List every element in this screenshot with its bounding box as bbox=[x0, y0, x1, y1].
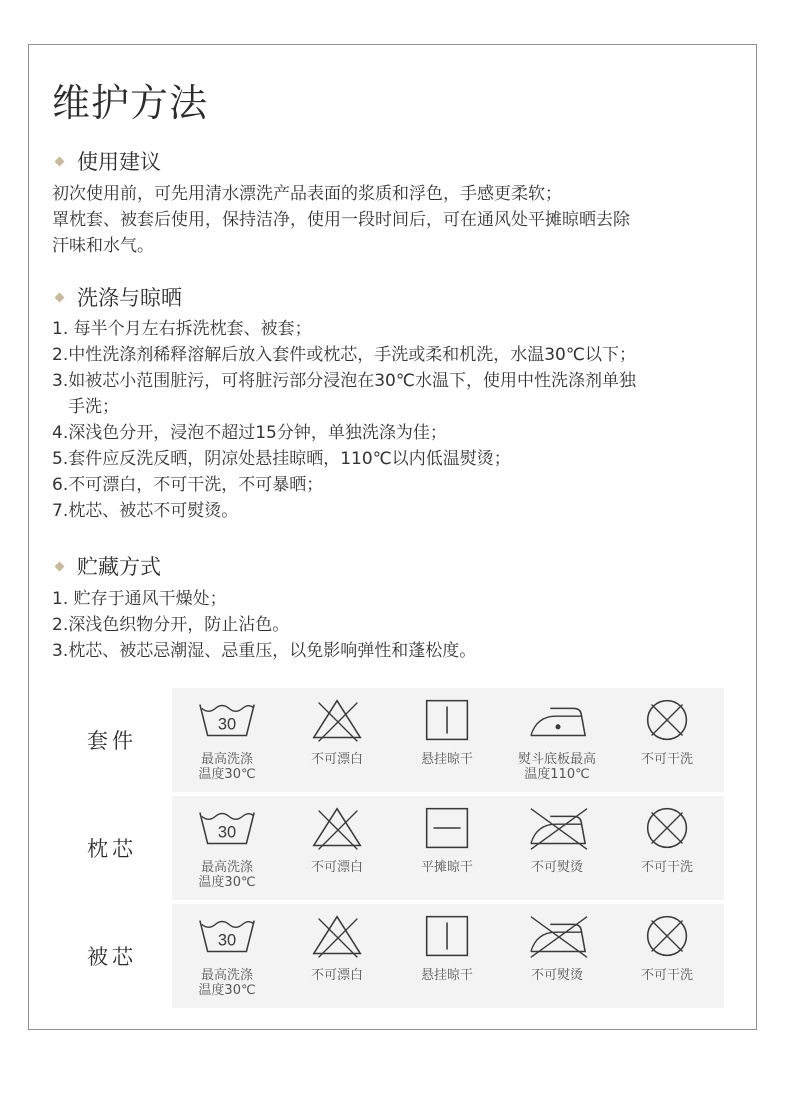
care-symbol-caption bbox=[502, 860, 612, 875]
caption-line: 熨斗底板最高 bbox=[517, 752, 596, 767]
caption-line: 温度30℃ bbox=[198, 875, 256, 890]
no-dry-clean-icon bbox=[637, 912, 699, 962]
section-heading-label: 贮藏方式 bbox=[77, 555, 161, 579]
no-dry-clean-icon bbox=[637, 696, 699, 746]
care-symbol-caption bbox=[282, 752, 392, 767]
diamond-bullet-icon bbox=[55, 156, 65, 166]
care-row bbox=[52, 688, 724, 792]
care-symbol-cell bbox=[282, 796, 392, 900]
caption-line: 不可漂白 bbox=[310, 752, 363, 767]
caption-line: 不可熨烫 bbox=[530, 860, 583, 875]
no-bleach-icon bbox=[307, 696, 369, 746]
text-line: 3.枕芯、被芯忌潮湿、忌重压，以免影响弹性和蓬松度。 bbox=[52, 641, 477, 661]
text-line: 罩枕套、被套后使用，保持洁净，使用一段时间后，可在通风处平摊晾晒去除 bbox=[52, 210, 630, 230]
text-line: 3.如被芯小范围脏污，可将脏污部分浸泡在30℃水温下，使用中性洗涤剂单独 bbox=[52, 371, 636, 391]
wash-30-icon bbox=[197, 912, 259, 962]
text-line: 初次使用前，可先用清水漂洗产品表面的浆质和浮色，手感更柔软； bbox=[52, 184, 562, 204]
caption-line: 温度110℃ bbox=[524, 767, 590, 782]
care-symbol-cell bbox=[502, 904, 612, 1008]
text-line: 7.枕芯、被芯不可熨烫。 bbox=[52, 501, 239, 521]
caption-line: 最高洗涤 bbox=[200, 860, 253, 875]
section-body-storage bbox=[52, 586, 742, 664]
no-iron-icon bbox=[527, 912, 589, 962]
care-symbol-cell bbox=[172, 796, 282, 900]
no-bleach-icon bbox=[307, 804, 369, 854]
care-symbol-cell bbox=[392, 904, 502, 1008]
wash-temp-text: 30 bbox=[217, 715, 237, 734]
text-line: 6.不可漂白，不可干洗，不可暴晒； bbox=[52, 475, 324, 495]
diamond-bullet-icon bbox=[55, 561, 65, 571]
caption-line: 不可熨烫 bbox=[530, 968, 583, 983]
caption-line: 不可漂白 bbox=[310, 968, 363, 983]
care-symbol-cell bbox=[172, 904, 282, 1008]
caption-line: 悬挂晾干 bbox=[420, 968, 473, 983]
text-line: 手洗； bbox=[68, 397, 119, 417]
care-symbol-caption bbox=[282, 968, 392, 983]
diamond-bullet-icon bbox=[55, 292, 65, 302]
caption-line: 悬挂晾干 bbox=[420, 752, 473, 767]
page-title: 维护方法 bbox=[52, 81, 209, 125]
caption-line: 不可干洗 bbox=[640, 860, 693, 875]
care-row bbox=[52, 904, 724, 1008]
care-symbol-cell bbox=[172, 688, 282, 792]
wash-30-icon bbox=[197, 696, 259, 746]
wash-temp-text: 30 bbox=[217, 823, 237, 842]
care-symbol-caption bbox=[392, 860, 502, 875]
text-line: 2.中性洗涤剂稀释溶解后放入套件或枕芯，手洗或柔和机洗，水温30℃以下； bbox=[52, 345, 636, 365]
text-line: 2.深浅色织物分开，防止沾色。 bbox=[52, 615, 290, 635]
care-symbol-caption bbox=[392, 968, 502, 983]
care-row-label: 套件 bbox=[87, 729, 137, 753]
care-symbol-cell bbox=[392, 796, 502, 900]
care-symbol-caption bbox=[172, 752, 282, 782]
section-heading-label: 洗涤与晾晒 bbox=[77, 286, 182, 310]
care-symbol-caption bbox=[282, 860, 392, 875]
care-symbol-cell bbox=[612, 904, 722, 1008]
text-line: 5.套件应反洗反晒，阴凉处悬挂晾晒，110℃以内低温熨烫； bbox=[52, 449, 511, 469]
care-row bbox=[52, 796, 724, 900]
care-row-symbols bbox=[172, 796, 724, 900]
section-heading-washing bbox=[52, 282, 182, 312]
caption-line: 不可干洗 bbox=[640, 752, 693, 767]
caption-line: 最高洗涤 bbox=[200, 968, 253, 983]
care-symbol-cell bbox=[282, 904, 392, 1008]
care-symbol-cell bbox=[612, 796, 722, 900]
wash-30-icon bbox=[197, 804, 259, 854]
wash-temp-text: 30 bbox=[217, 931, 237, 950]
caption-line: 温度30℃ bbox=[198, 983, 256, 998]
care-row-symbols bbox=[172, 688, 724, 792]
care-symbol-cell bbox=[502, 688, 612, 792]
care-symbol-caption bbox=[172, 860, 282, 890]
text-line: 1. 每半个月左右拆洗枕套、被套； bbox=[52, 319, 312, 339]
care-row-symbols bbox=[172, 904, 724, 1008]
caption-line: 平摊晾干 bbox=[420, 860, 473, 875]
text-line: 1. 贮存于通风干燥处； bbox=[52, 589, 227, 609]
care-symbol-caption bbox=[502, 968, 612, 983]
hang-dry-icon bbox=[417, 696, 479, 746]
care-symbol-caption bbox=[502, 752, 612, 782]
text-line: 4.深浅色分开，浸泡不超过15分钟，单独洗涤为佳； bbox=[52, 423, 447, 443]
section-heading-label: 使用建议 bbox=[77, 150, 161, 174]
hang-dry-icon bbox=[417, 912, 479, 962]
care-symbol-caption bbox=[172, 968, 282, 998]
care-symbol-cell bbox=[392, 688, 502, 792]
no-dry-clean-icon bbox=[637, 804, 699, 854]
caption-line: 最高洗涤 bbox=[200, 752, 253, 767]
caption-line: 不可干洗 bbox=[640, 968, 693, 983]
caption-line: 温度30℃ bbox=[198, 767, 256, 782]
care-row-label: 被芯 bbox=[87, 945, 137, 969]
care-symbol-caption bbox=[392, 752, 502, 767]
section-heading-usage bbox=[52, 146, 161, 176]
iron-low-icon bbox=[527, 696, 589, 746]
text-line: 汗味和水气。 bbox=[52, 236, 154, 256]
care-symbol-caption bbox=[612, 968, 722, 983]
no-bleach-icon bbox=[307, 912, 369, 962]
care-row-label: 枕芯 bbox=[87, 837, 137, 861]
section-body-washing bbox=[52, 316, 742, 524]
caption-line: 不可漂白 bbox=[310, 860, 363, 875]
care-symbol-cell bbox=[502, 796, 612, 900]
flat-dry-icon bbox=[417, 804, 479, 854]
care-symbol-cell bbox=[282, 688, 392, 792]
care-symbol-cell bbox=[612, 688, 722, 792]
care-symbol-caption bbox=[612, 752, 722, 767]
care-symbol-caption bbox=[612, 860, 722, 875]
section-body-usage bbox=[52, 181, 742, 259]
no-iron-icon bbox=[527, 804, 589, 854]
section-heading-storage bbox=[52, 551, 161, 581]
